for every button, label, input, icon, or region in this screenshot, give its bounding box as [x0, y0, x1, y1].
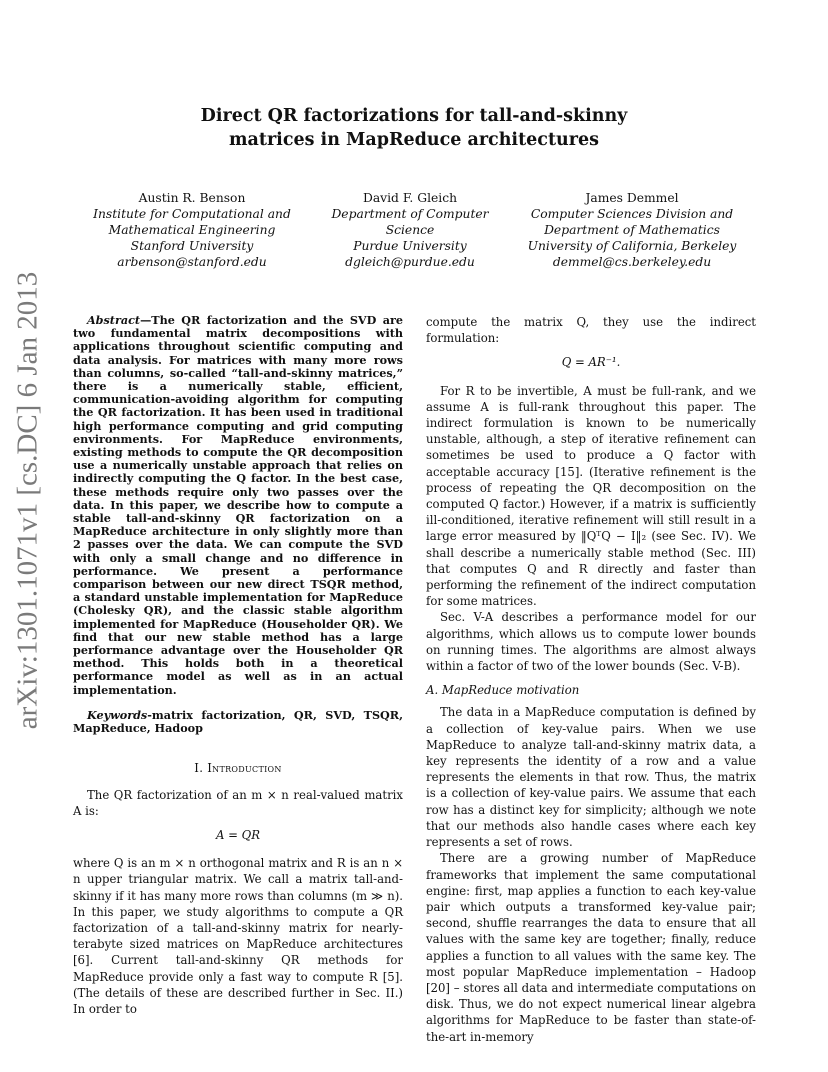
- author-affiliation-line: Institute for Computational and: [93, 207, 291, 221]
- right-column: [426, 314, 756, 1045]
- author-gleich: [308, 190, 512, 270]
- author-email: dgleich@purdue.edu: [345, 255, 475, 269]
- right-paragraph-4: There are a growing number of MapReduce frameworks that implement the same computational engine: first, map applies a function to each key-value pair which outputs a transformed key-value pair; second, shuffle rearranges the data to ensure that all values with the same key are together; finally, reduce applies a function to all values with the same key. The most popular MapReduce implementation – Hadoop [20] – stores all data and intermediate computations on disk. Thus, we do not expect numerical linear algebra algorithms for MapReduce to be faster than state-of-the-art in-memory: [426, 851, 756, 1044]
- right-paragraph-2: Sec. V-A describes a performance model for our algorithms, which allows us to compute lower bounds on running times. The algorithms are almost always within a factor of two of the lower bounds (Sec. V-B).: [426, 610, 756, 674]
- author-name: David F. Gleich: [362, 191, 458, 205]
- intro-paragraph-2: where Q is an m × n orthogonal matrix and R is an n × n upper triangular matrix. We call a matrix tall-and-skinny if it has many more rows than columns (m ≫ n). In this paper, we study algorithms to compute a QR factorization of a tall-and-skinny matrix for nearly-terabyte sized matrices on MapReduce architectures [6]. Current tall-and-skinny QR methods for MapReduce provide only a fast way to compute R [5]. (The details of these are described further in Sec. II.) In order to: [73, 856, 403, 1016]
- author-affiliation-line: Department of Mathematics: [544, 223, 720, 237]
- intro-paragraph-1: The QR factorization of an m × n real-valued matrix A is:: [73, 787, 403, 818]
- keywords-text: -matrix factorization, QR, SVD, TSQR, MapReduce, Hadoop: [73, 707, 403, 736]
- section-heading-introduction: [73, 760, 403, 776]
- author-affiliation-line: Purdue University: [353, 239, 467, 253]
- author-affiliation-line: Department of Computer Science: [331, 207, 489, 237]
- paper-title: [150, 104, 678, 152]
- author-name: Austin R. Benson: [138, 191, 246, 205]
- author-affiliation-line: Computer Sciences Division and: [530, 207, 734, 221]
- author-email: demmel@cs.berkeley.edu: [552, 255, 712, 269]
- title-line-2: matrices in MapReduce architectures: [229, 130, 599, 150]
- section-title: Introduction: [207, 761, 282, 776]
- author-benson: [92, 190, 292, 270]
- left-column: [73, 314, 403, 1017]
- author-affiliation-line: Stanford University: [130, 239, 254, 253]
- keywords-lead: Keywords: [87, 707, 148, 722]
- section-number: I.: [194, 761, 204, 776]
- author-name: James Demmel: [585, 191, 679, 205]
- right-paragraph-0: compute the matrix Q, they use the indirect formulation:: [426, 315, 756, 346]
- title-line-1: Direct QR factorizations for tall-and-skinny: [200, 106, 628, 126]
- author-email: arbenson@stanford.edu: [117, 255, 267, 269]
- equation-a-eq-qr: A = QR: [215, 827, 261, 842]
- author-demmel: [526, 190, 738, 270]
- abstract-lead: Abstract: [87, 313, 141, 327]
- abstract: [73, 314, 403, 697]
- abstract-text: —The QR factorization and the SVD are two fundamental matrix decompositions with applications throughout scientific computing and data analysis. For matrices with many more rows than columns, so-called “tall-and-skinny matrices,” there is a numerically stable, efficient, communication-avoiding algorithm for computing the QR factorization. It has been used in traditional high performance computing and grid computing environments. For MapReduce environments, existing methods to compute the QR decomposition use a numerically unstable approach that relies on indirectly computing the Q factor. In the best case, these methods require only two passes over the data. In this paper, we describe how to compute a stable tall-and-skinny QR factorization on a MapReduce architecture in only slightly more than 2 passes over the data. We can compute the SVD with only a small change and no difference in performance. We present a performance comparison between our new direct TSQR method, a standard unstable implementation for MapReduce (Cholesky QR), and the classic stable algorithm implemented for MapReduce (Householder QR). We find that our new stable method has a large performance advantage over the Householder QR method. This holds both in a theoretical performance model as well as in an actual implementation.: [73, 313, 403, 697]
- author-affiliation-line: Mathematical Engineering: [108, 223, 276, 237]
- arxiv-id: arXiv:1301.1071v1 [cs.DC] 6 Jan 2013: [11, 271, 44, 729]
- right-paragraph-3: The data in a MapReduce computation is defined by a collection of key-value pairs. When we use MapReduce to analyze tall-and-skinny matrix data, a key represents the identity of a row and a value represents the elements in that row. Thus, the matrix is a collection of key-value pairs. We assume that each row has a distinct key for simplicity; although we note that our methods also handle cases where each key represents a set of rows.: [426, 705, 756, 850]
- subsection-heading: A. MapReduce motivation: [426, 683, 580, 698]
- arxiv-stamp: [8, 271, 48, 729]
- author-affiliation-line: University of California, Berkeley: [527, 239, 737, 253]
- equation-q-eq-ar-inv: Q = AR⁻¹.: [561, 355, 621, 370]
- right-paragraph-1: For R to be invertible, A must be full-rank, and we assume A is full-rank throughout this paper. The indirect formulation is known to be numerically unstable, although, a step of iterative refinement can sometimes be used to produce a Q factor with acceptable accuracy [15]. (Iterative refinement is the process of repeating the QR decomposition on the computed Q factor.) However, if a matrix is sufficiently ill-conditioned, iterative refinement will still result in a large error measured by ‖QᵀQ − I‖₂ (see Sec. IV). We shall describe a numerically stable method (Sec. III) that computes Q and R directly and faster than performing the refinement of the indirect computation for some matrices.: [426, 383, 756, 609]
- keywords: [73, 709, 403, 735]
